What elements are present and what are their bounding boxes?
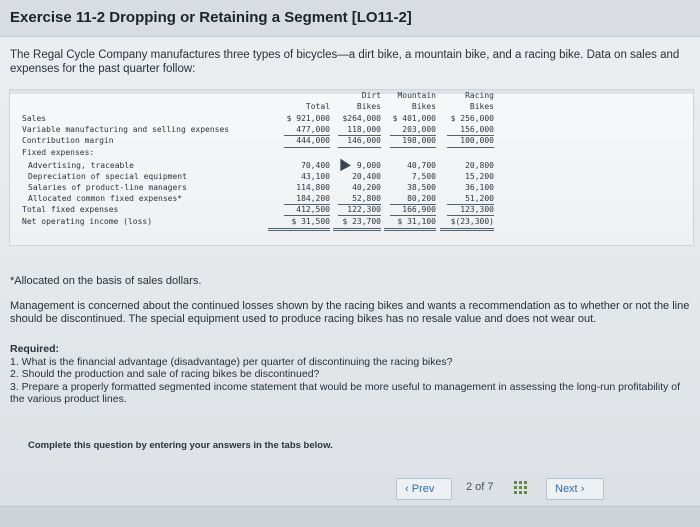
row-label-depreciation: Depreciation of special equipment	[28, 172, 187, 181]
grid-icon[interactable]	[514, 481, 528, 495]
cell-salaries-total: 114,800	[296, 183, 330, 192]
cell-cm-racing: 100,000	[460, 136, 494, 145]
bottom-bar	[0, 506, 700, 527]
cell-cm-total: 444,000	[296, 136, 330, 145]
header-racing-line1: Racing	[465, 91, 494, 100]
required-item-3: 3. Prepare a properly formatted segmented income statement that would be more useful to management in assessing the long-run profitability of the various product lines.	[10, 380, 681, 405]
header-dirt-line2: Bikes	[356, 102, 381, 111]
cell-noi-dirt: $ 23,700	[342, 217, 381, 226]
row-label-net-operating-income: Net operating income (loss)	[22, 217, 153, 226]
header-dirt-line1: Dirt	[361, 91, 381, 100]
cell-total-fixed-mountain: 166,900	[402, 205, 436, 214]
cell-sales-racing: $ 256,000	[450, 114, 494, 123]
cell-allocated-mountain: 80,200	[407, 194, 436, 203]
cell-sales-total: $ 921,000	[286, 114, 330, 123]
row-label-contribution-margin: Contribution margin	[22, 136, 114, 145]
chevron-right-icon: ›	[580, 483, 585, 495]
complete-instruction: Complete this question by entering your answers in the tabs below.	[28, 440, 333, 451]
row-label-variable-expenses: Variable manufacturing and selling expenses	[22, 125, 230, 134]
cell-cm-mountain: 198,000	[402, 136, 436, 145]
cell-allocated-racing: 51,200	[465, 194, 494, 203]
row-label-allocated: Allocated common fixed expenses*	[28, 194, 183, 203]
row-label-advertising: Advertising, traceable	[28, 161, 134, 170]
cell-noi-total: $ 31,500	[291, 217, 330, 226]
cell-total-fixed-dirt: 122,300	[347, 205, 381, 214]
cell-advertising-mountain: 40,700	[407, 161, 436, 170]
chevron-left-icon: ‹	[405, 483, 409, 495]
cell-sales-dirt: $264,000	[342, 114, 381, 123]
next-button[interactable]	[546, 478, 604, 500]
cell-noi-mountain: $ 31,100	[397, 217, 436, 226]
page-indicator: 2 of 7	[466, 481, 494, 493]
cell-variable-racing: 156,000	[460, 125, 494, 134]
footnote: *Allocated on the basis of sales dollars.	[10, 275, 202, 287]
cell-advertising-dirt: 9,000	[356, 161, 381, 170]
row-label-salaries: Salaries of product-line managers	[28, 183, 187, 192]
cell-advertising-total: 70,400	[301, 161, 330, 170]
required-heading: Required:	[10, 343, 60, 355]
row-label-sales: Sales	[22, 114, 47, 123]
row-label-total-fixed: Total fixed expenses	[22, 205, 119, 214]
cell-total-fixed-total: 412,500	[296, 205, 330, 214]
cell-advertising-racing: 20,800	[465, 161, 494, 170]
cell-noi-racing: $(23,300)	[450, 217, 494, 226]
cell-salaries-dirt: 40,200	[352, 183, 381, 192]
cell-depreciation-racing: 15,200	[465, 172, 494, 181]
cell-cm-dirt: 146,000	[347, 136, 381, 145]
question-navigation	[396, 478, 596, 500]
required-item-1: 1. What is the financial advantage (disadvantage) per quarter of discontinuing the racing bikes?	[10, 355, 453, 368]
cell-variable-mountain: 203,000	[402, 125, 436, 134]
cell-depreciation-total: 43,100	[301, 172, 330, 181]
prev-button[interactable]	[396, 478, 452, 500]
segment-income-table	[9, 89, 694, 246]
cell-salaries-mountain: 38,500	[407, 183, 436, 192]
required-item-2: 2. Should the production and sale of racing bikes be discontinued?	[10, 368, 320, 380]
cell-variable-dirt: 118,000	[347, 125, 381, 134]
header-racing-line2: Bikes	[469, 102, 494, 111]
cell-salaries-racing: 36,100	[465, 183, 494, 192]
cell-allocated-total: 184,200	[296, 194, 330, 203]
header-mountain-line2: Bikes	[411, 102, 436, 111]
cell-depreciation-mountain: 7,500	[411, 172, 436, 181]
cell-depreciation-dirt: 20,400	[352, 172, 381, 181]
cell-sales-mountain: $ 401,000	[392, 114, 436, 123]
header-total: Total	[305, 102, 330, 111]
required-section	[10, 343, 696, 406]
row-label-fixed-expenses: Fixed expenses:	[22, 148, 95, 157]
header-mountain-line1: Mountain	[397, 91, 436, 100]
cell-variable-total: 477,000	[296, 125, 330, 134]
intro-text: The Regal Cycle Company manufactures three types of bicycles—a dirt bike, a mountain bike, and a racing bike. Data on sales and expenses for the past quarter follow:	[10, 49, 680, 75]
cell-allocated-dirt: 52,800	[352, 194, 381, 203]
title-bar	[0, 0, 700, 37]
cell-total-fixed-racing: 123,300	[460, 205, 494, 214]
exercise-title: Exercise 11-2 Dropping or Retaining a Segment [LO11-2]	[10, 9, 412, 26]
next-label: Next	[555, 483, 578, 495]
prev-label: Prev	[411, 483, 435, 495]
management-concern-text: Management is concerned about the continued losses shown by the racing bikes and wants a recommendation as to whether or not the line should be discontinued. The special equipment used to produce racing bikes has no resale value and does not wear out.	[10, 300, 690, 325]
